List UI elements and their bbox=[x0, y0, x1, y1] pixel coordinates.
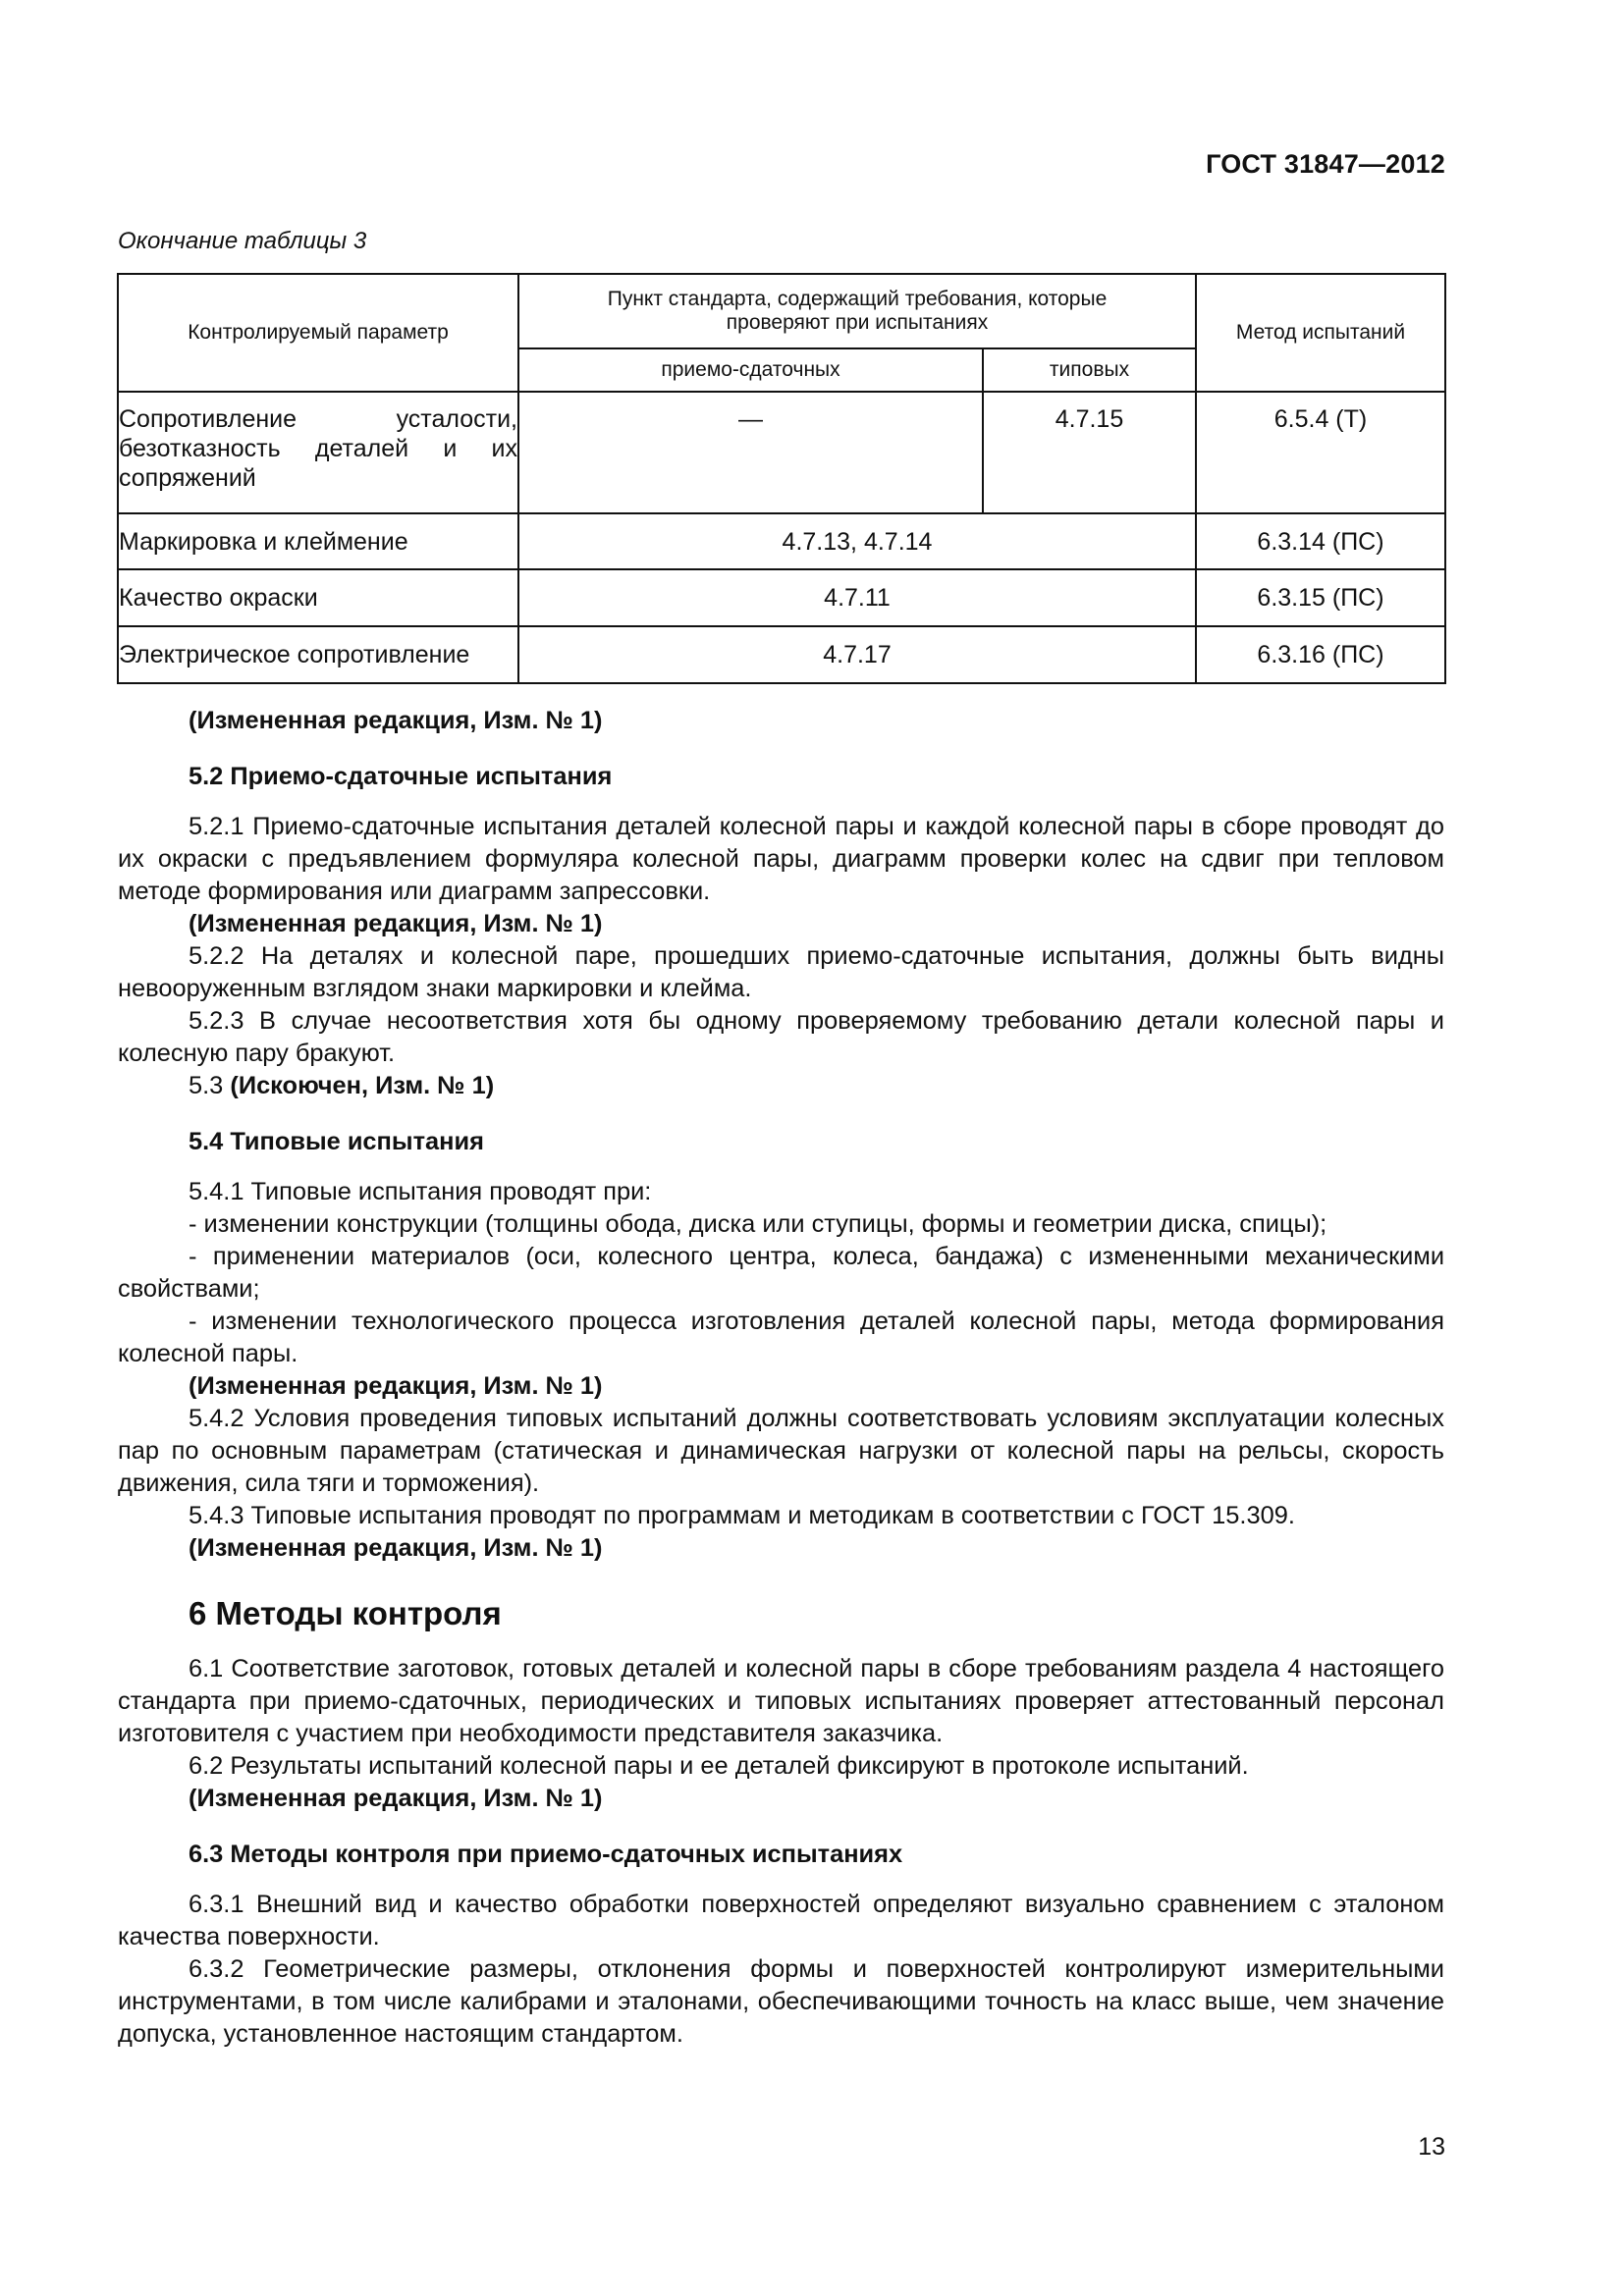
cell-param: Электрическое сопротивление bbox=[118, 626, 518, 683]
paragraph-6-1: 6.1 Соответствие заготовок, готовых деталей и колесной пары в сборе требованиям раздела 4 настоящего стандарта при приемо-сдаточных, периодических и типовых испытаниях проверяет аттестованный персонал изготовителя с участием при необходимости представителя заказчика. bbox=[118, 1655, 1444, 1747]
cell-method: 6.3.15 (ПС) bbox=[1196, 569, 1445, 626]
paragraph-5-2-1: 5.2.1 Приемо-сдаточные испытания деталей колесной пары и каждой колесной пары в сборе проводят до их окраски с предъявлением формуляра колесной пары, диаграмм проверки колес на сдвиг при тепловом методе формирования или диаграмм запрессовки. bbox=[118, 813, 1444, 905]
paragraph-6-2: 6.2 Результаты испытаний колесной пары и ее деталей фиксируют в протоколе испытаний. bbox=[189, 1752, 1249, 1780]
cell-param: Маркировка и клеймение bbox=[118, 513, 518, 569]
header-clause-group: Пункт стандарта, содержащий требования, которые проверяют при испытаниях bbox=[518, 274, 1196, 348]
amendment-note: (Измененная редакция, Изм. № 1) bbox=[189, 1785, 603, 1812]
section-heading-5-4: 5.4 Типовые испытания bbox=[189, 1128, 484, 1155]
list-item: - изменении технологического процесса изготовления деталей колесной пары, метода формирования колесной пары. bbox=[118, 1308, 1444, 1367]
table-caption: Окончание таблицы 3 bbox=[118, 228, 367, 254]
table-header-row bbox=[118, 274, 1445, 348]
body-text bbox=[118, 705, 1444, 2051]
header-method: Метод испытаний bbox=[1196, 274, 1445, 392]
paragraph-5-4-1: 5.4.1 Типовые испытания проводят при: bbox=[189, 1178, 652, 1205]
cell-method: 6.5.4 (Т) bbox=[1196, 392, 1445, 513]
cell-param: Качество окраски bbox=[118, 569, 518, 626]
paragraph-5-2-2: 5.2.2 На деталях и колесной паре, прошедших приемо-сдаточные испытания, должны быть видны невооруженным взглядом знаки маркировки и клейма. bbox=[118, 942, 1444, 1002]
paragraph-5-4-2: 5.4.2 Условия проведения типовых испытаний должны соответствовать условиям эксплуатации колесных пар по основным параметрам (статическая и динамическая нагрузки от колесной пары на рельсы, скорость движения, сила тяги и торможения). bbox=[118, 1405, 1444, 1497]
list-item: - изменении конструкции (толщины обода, диска или ступицы, формы и геометрии диска, спицы); bbox=[189, 1210, 1327, 1238]
amendment-note: (Измененная редакция, Изм. № 1) bbox=[189, 1372, 603, 1400]
paragraph-5-2-3: 5.2.3 В случае несоответствия хотя бы одному проверяемому требованию детали колесной пары и колесную пару бракуют. bbox=[118, 1007, 1444, 1067]
list-item: - применении материалов (оси, колесного центра, колеса, бандажа) с измененными механическими свойствами; bbox=[118, 1243, 1444, 1303]
requirements-table bbox=[117, 273, 1446, 684]
cell-acceptance: — bbox=[518, 392, 983, 513]
table-row bbox=[118, 392, 1445, 513]
header-param: Контролируемый параметр bbox=[118, 274, 518, 392]
header-acceptance: приемо-сдаточных bbox=[518, 348, 983, 392]
paragraph-6-3-2: 6.3.2 Геометрические размеры, отклонения формы и поверхностей контролируют измерительными инструментами, в том числе калибрами и эталонами, обеспечивающими точность на класс выше, чем значение допуска, установленное настоящим стандартом. bbox=[118, 1955, 1444, 2048]
amendment-note: (Измененная редакция, Изм. № 1) bbox=[189, 1534, 603, 1562]
section-heading-5-2: 5.2 Приемо-сдаточные испытания bbox=[189, 763, 613, 790]
cell-type: 4.7.15 bbox=[983, 392, 1196, 513]
amendment-note: (Измененная редакция, Изм. № 1) bbox=[189, 707, 603, 734]
paragraph-6-3-1: 6.3.1 Внешний вид и качество обработки поверхностей определяют визуально сравнением с эталоном качества поверхности. bbox=[118, 1891, 1444, 1950]
table-row bbox=[118, 626, 1445, 683]
cell-method: 6.3.16 (ПС) bbox=[1196, 626, 1445, 683]
cell-clauses: 4.7.13, 4.7.14 bbox=[518, 513, 1196, 569]
paragraph-5-4-3: 5.4.3 Типовые испытания проводят по программам и методикам в соответствии с ГОСТ 15.309. bbox=[189, 1502, 1295, 1529]
cell-clauses: 4.7.11 bbox=[518, 569, 1196, 626]
cell-method: 6.3.14 (ПС) bbox=[1196, 513, 1445, 569]
paragraph-5-3-number: 5.3 bbox=[189, 1072, 224, 1099]
cell-param: Сопротивление усталости, безотказность деталей и их сопряжений bbox=[118, 392, 518, 513]
amendment-note: (Измененная редакция, Изм. № 1) bbox=[189, 910, 603, 937]
table-row bbox=[118, 569, 1445, 626]
page-number: 13 bbox=[1418, 2133, 1445, 2161]
table-row bbox=[118, 513, 1445, 569]
header-type: типовых bbox=[983, 348, 1196, 392]
document-id: ГОСТ 31847—2012 bbox=[1206, 149, 1445, 179]
section-heading-6-3: 6.3 Методы контроля при приемо-сдаточных испытаниях bbox=[189, 1841, 903, 1868]
paragraph-5-3 bbox=[118, 1070, 1444, 1102]
cell-clauses: 4.7.17 bbox=[518, 626, 1196, 683]
section-heading-6: 6 Методы контроля bbox=[189, 1595, 502, 1631]
paragraph-5-3-note: (Искоючен, Изм. № 1) bbox=[230, 1072, 495, 1099]
